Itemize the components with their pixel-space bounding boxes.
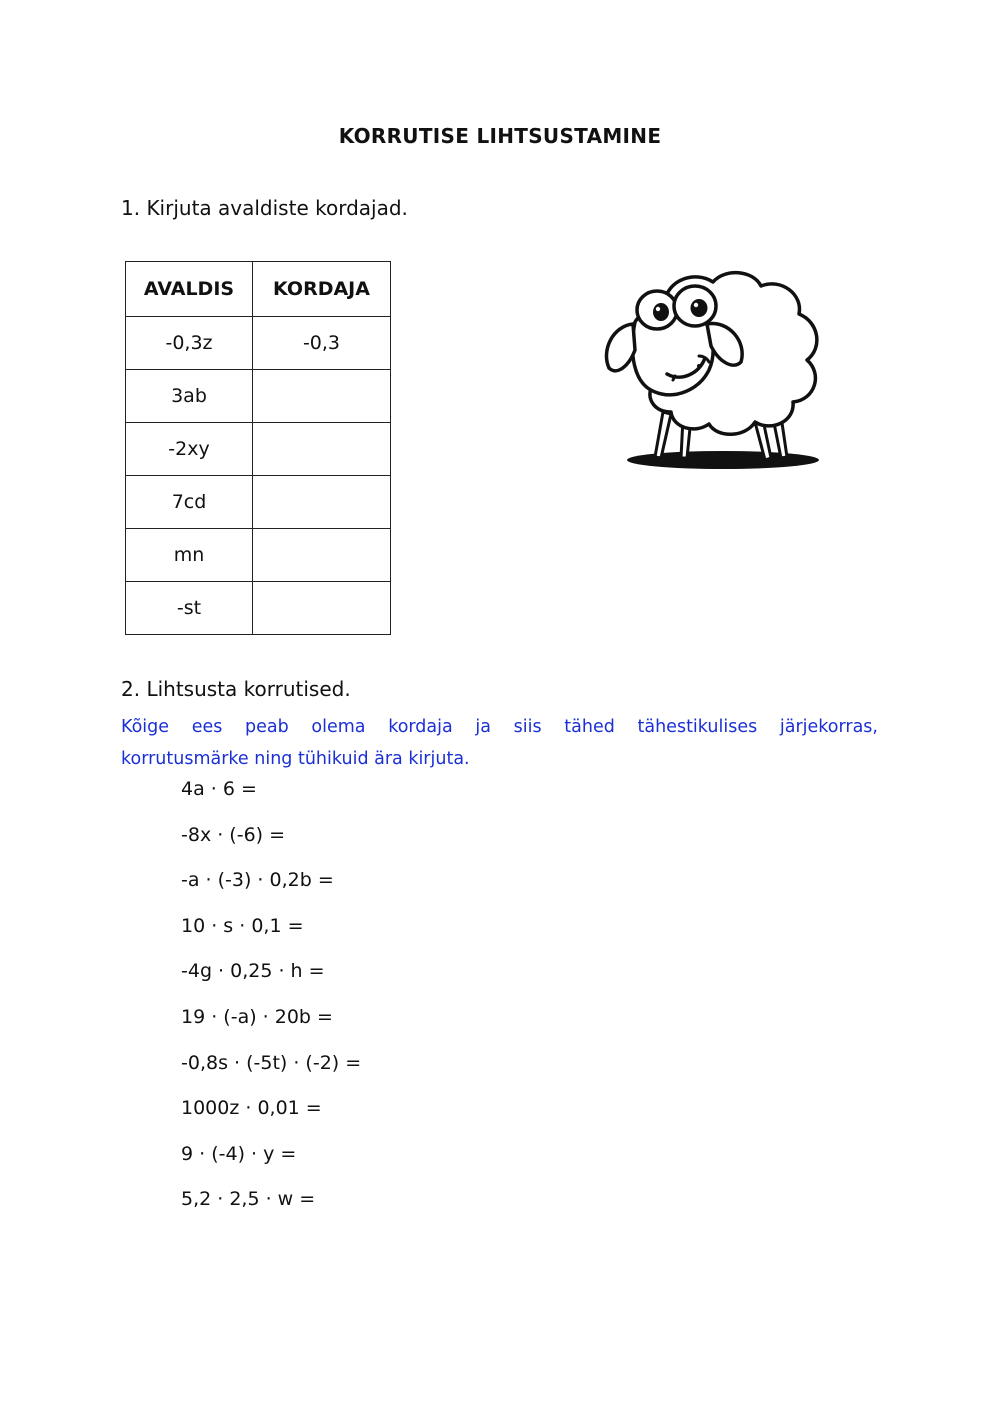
task2-heading: 2. Lihtsusta korrutised. [121,677,351,701]
instruction-line: Kõige ees peab olema kordaja ja siis tähed tähestikulises järjekorras, [121,717,878,737]
table-row [126,582,391,635]
coefficient-cell[interactable] [253,529,391,582]
expression-cell: 7cd [126,476,253,529]
expression-cell: mn [126,529,253,582]
table-row [126,529,391,582]
coefficient-cell[interactable] [253,370,391,423]
sheep-icon [595,262,830,477]
coefficient-cell[interactable] [253,582,391,635]
exercise-item: -0,8s · (-5t) · (-2) = [181,1051,362,1074]
task1-heading: 1. Kirjuta avaldiste kordajad. [121,196,408,220]
expression-cell: -st [126,582,253,635]
table-row [126,370,391,423]
exercise-list [181,774,361,1230]
table-row [126,317,391,370]
expression-cell: -2xy [126,423,253,476]
expression-cell: 3ab [126,370,253,423]
coefficient-cell[interactable] [253,423,391,476]
exercise-item: -4g · 0,25 · h = [181,960,325,983]
exercise-item: -a · (-3) · 0,2b = [181,869,334,892]
column-header-expression: AVALDIS [126,262,253,317]
page-title: KORRUTISE LIHTSUSTAMINE [338,124,662,148]
exercise-item: 5,2 · 2,5 · w = [181,1188,316,1211]
exercise-item: 4a · 6 = [181,778,257,800]
exercise-item: -8x · (-6) = [181,823,286,846]
table-header-row [126,262,391,317]
exercise-item: 19 · (-a) · 20b = [181,1005,333,1028]
exercise-item: 10 · s · 0,1 = [181,914,304,937]
coefficient-table [125,261,391,635]
column-header-coefficient: KORDAJA [253,262,391,317]
exercise-item: 9 · (-4) · y = [181,1142,297,1165]
task2-instruction [121,711,878,775]
expression-cell: -0,3z [126,317,253,370]
instruction-line: korrutusmärke ning tühikuid ära kirjuta. [121,749,470,769]
coefficient-cell[interactable]: -0,3 [253,317,391,370]
table-row [126,476,391,529]
coefficient-cell[interactable] [253,476,391,529]
exercise-item: 1000z · 0,01 = [181,1097,322,1120]
table-row [126,423,391,476]
